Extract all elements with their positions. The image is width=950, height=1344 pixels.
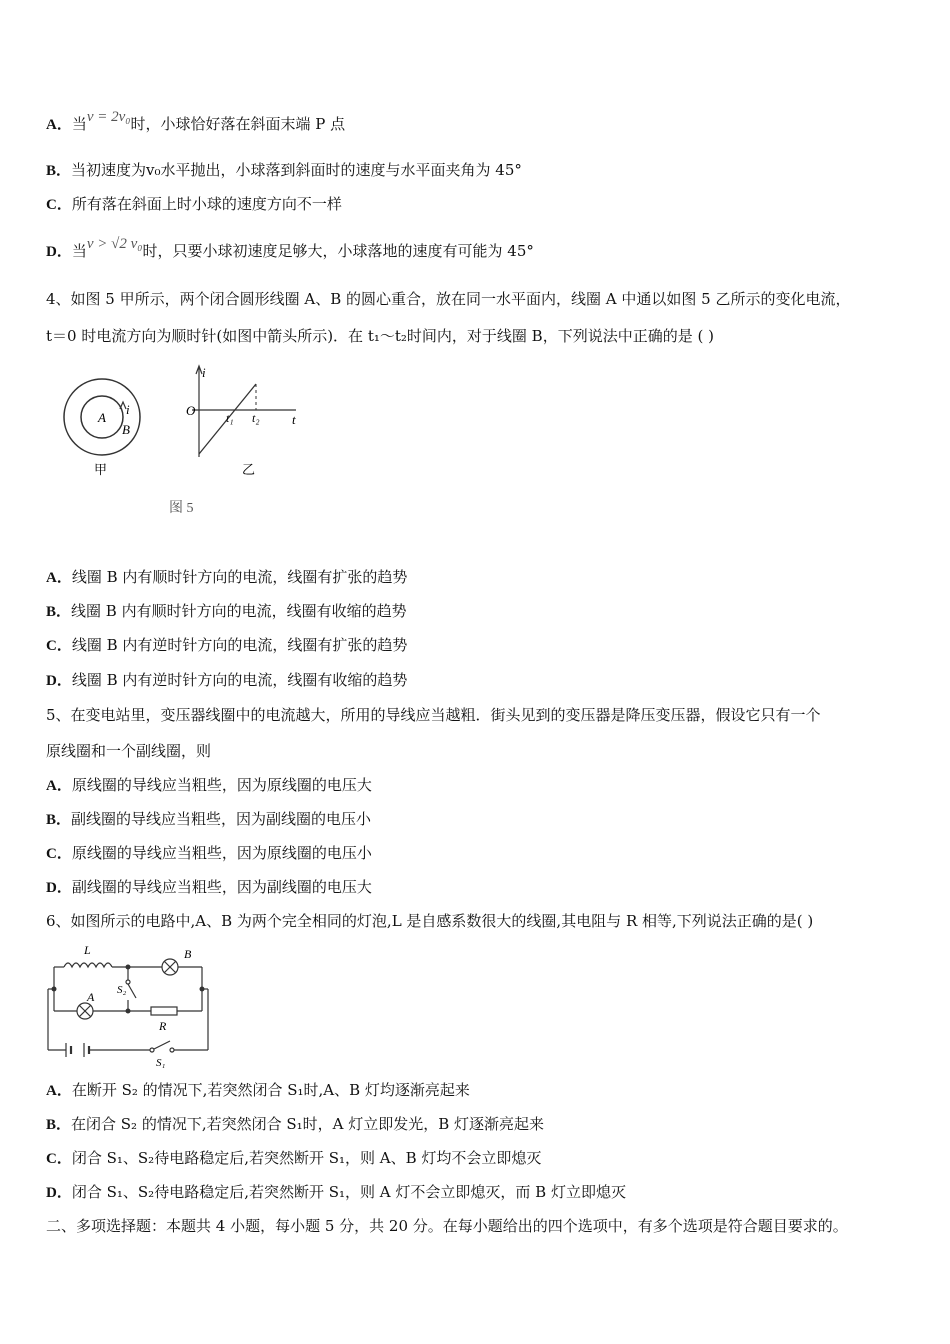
figure-jia-label: 甲 (94, 462, 108, 477)
lamp-a-label: A (87, 990, 95, 1004)
q5-stem-line1: 5、在变电站里，变压器线圈中的电流越大，所用的导线应当越粗．街头见到的变压器是降压变压器，假设它只有一个 (46, 706, 821, 724)
q5-option-d: D．副线圈的导线应当粗些，因为副线圈的电压大 (46, 878, 372, 896)
figure-yi-label: 乙 (242, 462, 256, 477)
q4-option-d: D．线圈 B 内有逆时针方向的电流，线圈有收缩的趋势 (46, 671, 408, 689)
q5-stem-line2: 原线圈和一个副线圈，则 (46, 742, 212, 760)
q5-option-c: C．原线圈的导线应当粗些，因为原线圈的电压小 (46, 844, 372, 862)
graph-t2-label: t₂ (252, 411, 260, 425)
section-2-heading: 二、多项选择题：本题共 4 小题，每小题 5 分，共 20 分。在每小题给出的四个选项中，有多个选项是符合题目要求的。 (46, 1217, 848, 1235)
inductor-coil-icon (64, 963, 112, 967)
q4-stem-line1: 4、如图 5 甲所示，两个闭合圆形线圈 A、B 的圆心重合，放在同一水平面内，线圈 A 中通以如图 5 乙所示的变化电流， (46, 290, 851, 308)
q6-option-d: D．闭合 S₁、S₂待电路稳定后,若突然断开 S₁，则 A 灯不会立即熄灭，而 B 灯立即熄灭 (46, 1183, 626, 1201)
q6-option-c: C．闭合 S₁、S₂待电路稳定后,若突然断开 S₁，则 A、B 灯均不会立即熄灭 (46, 1149, 542, 1167)
q3-option-a: A．当v = 2v₀时，小球恰好落在斜面末端 P 点 (46, 109, 346, 133)
q4-figure (56, 362, 316, 522)
switch-s2-label: S₂ (117, 984, 127, 996)
switch-s1-icon (154, 1041, 170, 1049)
formula-v-gt-sqrt2-v0: v > √2 v₀ (86, 236, 143, 252)
switch-s2-icon (128, 984, 136, 998)
resistor-r-icon (151, 1007, 177, 1015)
inductor-label: L (84, 943, 91, 957)
q4-option-a: A．线圈 B 内有顺时针方向的电流，线圈有扩张的趋势 (46, 568, 408, 586)
graph-origin-label: O (186, 403, 196, 418)
q6-circuit-figure (40, 940, 220, 1070)
coil-current-label: i (126, 402, 130, 417)
resistor-label: R (159, 1019, 167, 1033)
q5-option-a: A．原线圈的导线应当粗些，因为原线圈的电压大 (46, 776, 372, 794)
coil-a-label: A (98, 410, 106, 425)
q6-stem: 6、如图所示的电路中,A、B 为两个完全相同的灯泡,L 是自感系数很大的线圈,其电阻与 R 相等,下列说法正确的是( ) (46, 912, 814, 930)
formula-v-eq-2v0: v = 2v₀ (86, 109, 131, 125)
q3-option-b: B．当初速度为v₀水平抛出，小球落到斜面时的速度与水平面夹角为 45° (46, 161, 522, 179)
q5-option-b: B．副线圈的导线应当粗些，因为副线圈的电压小 (46, 810, 372, 828)
graph-t1-label: t₁ (226, 411, 234, 425)
figure-caption: 图 5 (169, 501, 194, 516)
q4-option-b: B．线圈 B 内有顺时针方向的电流，线圈有收缩的趋势 (46, 602, 407, 620)
q6-option-b: B．在闭合 S₂ 的情况下,若突然闭合 S₁时，A 灯立即发光，B 灯逐渐亮起来 (46, 1115, 545, 1133)
q6-option-a: A．在断开 S₂ 的情况下,若突然闭合 S₁时,A、B 灯均逐渐亮起来 (46, 1081, 470, 1099)
coil-b-label: B (122, 422, 130, 437)
lamp-b-label: B (184, 947, 192, 961)
q3-option-d: D．当v > √2 v₀时，只要小球初速度足够大，小球落地的速度有可能为 45° (46, 236, 534, 260)
switch-s1-label: S₁ (156, 1057, 166, 1069)
q4-option-c: C．线圈 B 内有逆时针方向的电流，线圈有扩张的趋势 (46, 636, 408, 654)
q3-option-c: C．所有落在斜面上时小球的速度方向不一样 (46, 195, 342, 213)
graph-i-label: i (202, 365, 206, 380)
graph-t-label: t (292, 412, 296, 427)
q4-stem-line2: t＝0 时电流方向为顺时针(如图中箭头所示)．在 t₁～t₂时间内，对于线圈 B，下列说法中正确的是 ( ) (46, 327, 714, 345)
